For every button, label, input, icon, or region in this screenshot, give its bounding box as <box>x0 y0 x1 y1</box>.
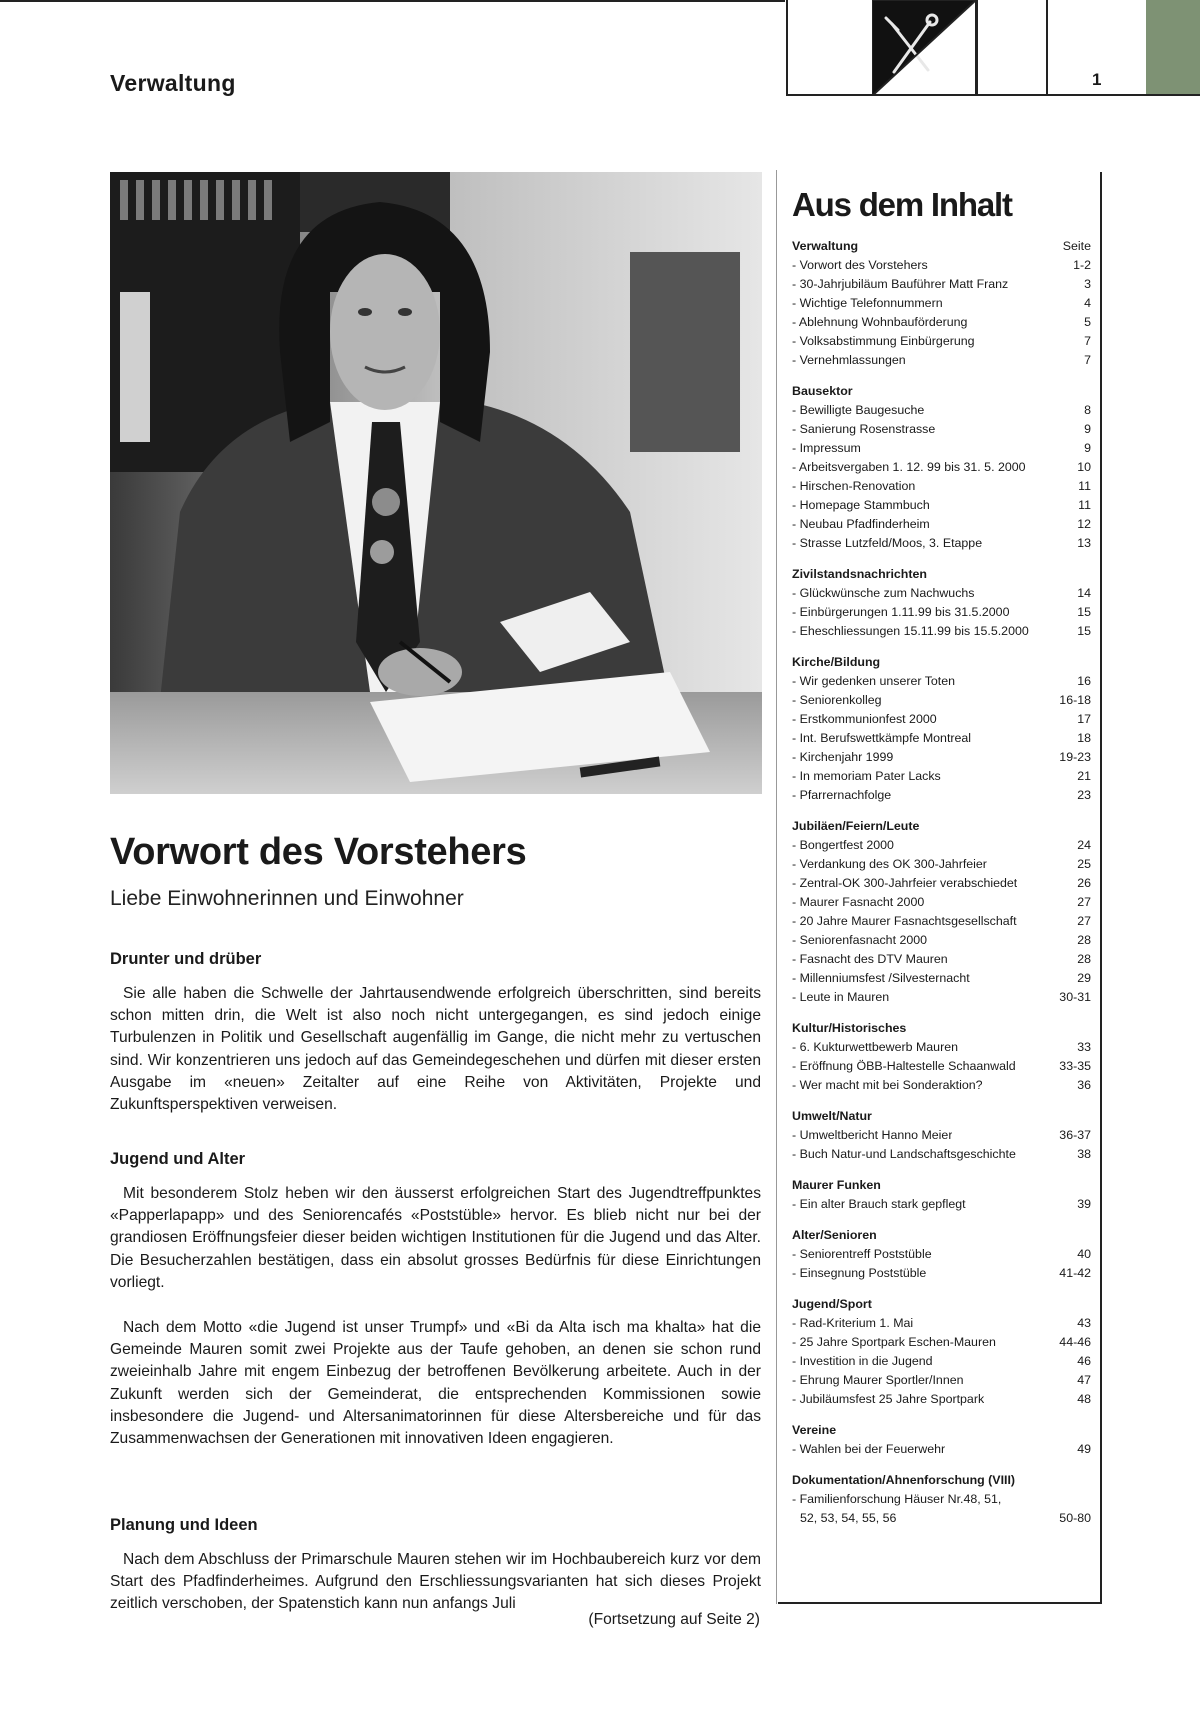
toc-entry-label: - Vorwort des Vorstehers <box>792 258 928 272</box>
toc-entry-label: - Leute in Mauren <box>792 990 890 1004</box>
toc-entry <box>792 1057 1091 1076</box>
toc-entry-label: - Homepage Stammbuch <box>792 498 930 512</box>
toc-entry-label: - Einbürgerungen 1.11.99 bis 31.5.2000 <box>792 605 1010 619</box>
toc-entry-page: 18 <box>1077 731 1091 745</box>
toc-entry <box>792 313 1091 332</box>
toc-section-heading <box>792 1471 1091 1490</box>
toc-entry-label: - Int. Berufswettkämpfe Montreal <box>792 731 972 745</box>
toc-entry <box>792 1245 1091 1264</box>
toc-entry <box>792 1440 1091 1459</box>
toc-section-heading <box>792 1295 1091 1314</box>
toc-entry <box>792 401 1091 420</box>
paragraph: Sie alle haben die Schwelle der Jahrtausendwende erfolgreich überschritten, sind bereits schon mitten drin, die Welt ist also noch nicht untergegangen, es sind jedoch einige Turbulenzen in Politik und Gesellschaft augenfällig im Gange, die nicht mehr zu vertuschen sind. Wir konzentrieren uns jedoch auf das Gemeindegeschehen und dürfen mit dieser ersten Ausgabe im «neuen» Zeitalter auf eine Reihe von Aktivitäten, Projekte und Zukunftsperspektiven verweisen. <box>110 985 761 1114</box>
toc-entry <box>792 1490 1091 1509</box>
toc-entry-label: - 25 Jahre Sportpark Eschen-Mauren <box>792 1335 996 1349</box>
toc-entry-page: 1-2 <box>1073 258 1091 272</box>
toc-entry <box>792 767 1091 786</box>
toc-entry-label: - Hirschen-Renovation <box>792 479 916 493</box>
toc-entry <box>792 1038 1091 1057</box>
toc-heading-label: Dokumentation/Ahnenforschung (VIII) <box>792 1473 1016 1487</box>
toc-entry-page: 23 <box>1077 788 1091 802</box>
toc-entry-label: - Eheschliessungen 15.11.99 bis 15.5.2000 <box>792 624 1029 638</box>
paragraph: Nach dem Abschluss der Primarschule Mauren stehen wir im Hochbaubereich kurz vor dem Start des Pfadfinderheimes. Aufgrund den Erschliessungsvarianten hat sich dieses Projekt zeitlich verschoben, der Spatenstich kann nun anfangs Juli <box>110 1551 761 1613</box>
toc-entry-page: 15 <box>1077 624 1091 638</box>
top-rule <box>0 0 785 2</box>
toc-entry-label: - Jubiläumsfest 25 Jahre Sportpark <box>792 1392 985 1406</box>
toc-entry-page: 36-37 <box>1059 1128 1091 1142</box>
toc-entry <box>792 748 1091 767</box>
toc-entry-page: 33 <box>1077 1040 1091 1054</box>
toc-heading-label: Kirche/Bildung <box>792 655 881 669</box>
toc-entry <box>792 691 1091 710</box>
portrait-photo <box>110 172 762 794</box>
toc-entry-label: - Wahlen bei der Feuerwehr <box>792 1442 946 1456</box>
toc-entry-label: - In memoriam Pater Lacks <box>792 769 941 783</box>
toc-entry-label: - Maurer Fasnacht 2000 <box>792 895 925 909</box>
toc-entry <box>792 1145 1091 1164</box>
toc-sections <box>792 237 1091 1528</box>
toc-section-heading <box>792 1176 1091 1195</box>
toc-entry <box>792 1333 1091 1352</box>
toc-heading-label: Umwelt/Natur <box>792 1109 872 1123</box>
toc-entry-page: 33-35 <box>1059 1059 1091 1073</box>
toc-entry <box>792 458 1091 477</box>
toc-entry <box>792 1076 1091 1095</box>
toc-section <box>792 1176 1091 1214</box>
toc-heading-label: Zivilstandsnachrichten <box>792 567 927 581</box>
toc-entry-page: 27 <box>1077 895 1091 909</box>
toc-heading-label: Kultur/Historisches <box>792 1021 907 1035</box>
toc-entry-page: 9 <box>1084 441 1091 455</box>
toc-entry-page: 16-18 <box>1059 693 1091 707</box>
toc-entry-page: 9 <box>1084 422 1091 436</box>
toc-entry <box>792 1314 1091 1333</box>
toc-entry <box>792 1352 1091 1371</box>
toc-entry-label: - Seniorentreff Poststüble <box>792 1247 932 1261</box>
toc-entry-label: - Neubau Pfadfinderheim <box>792 517 930 531</box>
toc-entry <box>792 515 1091 534</box>
toc-entry-page: 39 <box>1077 1197 1091 1211</box>
toc-entry-label: - Impressum <box>792 441 861 455</box>
accent-bar <box>1146 0 1200 96</box>
toc-entry-page: 5 <box>1084 315 1091 329</box>
toc-entry-page: 10 <box>1077 460 1091 474</box>
article-title: Vorwort des Vorstehers <box>110 831 527 873</box>
toc-entry <box>792 603 1091 622</box>
toc-entry <box>792 534 1091 553</box>
toc-entry-page: 41-42 <box>1059 1266 1091 1280</box>
toc-entry <box>792 912 1091 931</box>
toc-entry-label: - Investition in die Jugend <box>792 1354 933 1368</box>
toc-entry-page: 7 <box>1084 353 1091 367</box>
toc-entry-page: 47 <box>1077 1373 1091 1387</box>
toc-entry-label: - Bongertfest 2000 <box>792 838 894 852</box>
toc-section <box>792 382 1091 553</box>
toc-entry <box>792 874 1091 893</box>
toc-entry-label: - Einsegnung Poststüble <box>792 1266 927 1280</box>
toc-section-heading <box>792 565 1091 584</box>
toc-entry-label: - Ablehnung Wohnbauförderung <box>792 315 968 329</box>
toc-entry-page: 7 <box>1084 334 1091 348</box>
toc-entry-page: 16 <box>1077 674 1091 688</box>
toc-entry-page: 30-31 <box>1059 990 1091 1004</box>
toc-entry-label: - Pfarrernachfolge <box>792 788 892 802</box>
toc-border-right <box>1100 172 1102 1604</box>
toc-entry <box>792 729 1091 748</box>
toc-entry-label: - Millenniumsfest /Silvesternacht <box>792 971 970 985</box>
toc-entry-label: - Sanierung Rosenstrasse <box>792 422 936 436</box>
toc-entry-label: - Strasse Lutzfeld/Moos, 3. Etappe <box>792 536 983 550</box>
toc-section-heading <box>792 237 1091 256</box>
continuation-note: (Fortsetzung auf Seite 2) <box>588 1611 760 1628</box>
paragraph: Nach dem Motto «die Jugend ist unser Trumpf» und «Bi da Alta isch ma khalta» hat die Gemeinde Mauren somit zwei Projekte aus der Taufe gehoben, an denen sie schon rund zweieinhalb Jahre mit engem Einbezug der betroffenen Bevölkerung arbeitete. Auch in der Zukunft werden sich der Gemeinderat, die entsprechenden Kommissionen sowie insbesondere die Jugend- und Altersanimatorinnen für diese Altersbereiche und für das Zusammenwachsen der Generationen mit innovativen Ideen engagieren. <box>110 1319 761 1448</box>
toc-entry-page: 29 <box>1077 971 1091 985</box>
toc-entry-page: 25 <box>1077 857 1091 871</box>
toc-section <box>792 565 1091 641</box>
toc-entry-page: 48 <box>1077 1392 1091 1406</box>
toc-entry-page: 27 <box>1077 914 1091 928</box>
toc-entry <box>792 672 1091 691</box>
toc-entry-label: - Zentral-OK 300-Jahrfeier verabschiedet <box>792 876 1018 890</box>
toc-entry <box>792 1195 1091 1214</box>
toc-entry <box>792 931 1091 950</box>
section-label: Verwaltung <box>110 70 236 96</box>
toc-heading-label: Alter/Senioren <box>792 1228 877 1242</box>
table-of-contents <box>792 185 1091 1540</box>
toc-entry-label: - 6. Kukturwettbewerb Mauren <box>792 1040 958 1054</box>
toc-heading-label: Jubiläen/Feiern/Leute <box>792 819 920 833</box>
toc-entry <box>792 988 1091 1007</box>
toc-entry-page: 43 <box>1077 1316 1091 1330</box>
toc-heading-label: Bausektor <box>792 384 853 398</box>
toc-entry-label: - Fasnacht des DTV Mauren <box>792 952 948 966</box>
toc-entry-page: 28 <box>1077 933 1091 947</box>
toc-entry <box>792 622 1091 641</box>
toc-section <box>792 1019 1091 1095</box>
toc-entry <box>792 950 1091 969</box>
toc-entry-page: 12 <box>1077 517 1091 531</box>
toc-entry <box>792 786 1091 805</box>
toc-section-heading <box>792 1019 1091 1038</box>
toc-entry <box>792 893 1091 912</box>
toc-entry-label: - Wir gedenken unserer Toten <box>792 674 956 688</box>
toc-entry <box>792 351 1091 370</box>
toc-entry <box>792 1264 1091 1283</box>
toc-section-heading <box>792 1226 1091 1245</box>
toc-entry <box>792 256 1091 275</box>
paragraph: Mit besonderem Stolz heben wir den äusserst erfolgreichen Start des Jugendtreffpunktes «Papperlapapp» und des Seniorencafés «Poststüble» hervor. Es blieb nicht nur bei der grandiosen Eröffnungsfeier dieser beiden wichtigen Institutionen für die Jugend und das Alter. Die Besucherzahlen bestätigen, dass ein absolut grosses Bedürfnis für diese Einrichtungen vorliegt. <box>110 1185 761 1291</box>
header-box <box>976 0 1046 96</box>
toc-entry-page: 50-80 <box>1059 1511 1091 1525</box>
toc-border-left <box>776 170 777 1604</box>
section-heading-jugend: Jugend und Alter <box>110 1150 246 1168</box>
toc-entry-label: - Verdankung des OK 300-Jahrfeier <box>792 857 987 871</box>
toc-entry-label: - Kirchenjahr 1999 <box>792 750 894 764</box>
toc-entry-page: 49 <box>1077 1442 1091 1456</box>
toc-heading-label: Vereine <box>792 1423 837 1437</box>
toc-entry-page: 13 <box>1077 536 1091 550</box>
toc-section-heading <box>792 817 1091 836</box>
toc-entry-label: - Umweltbericht Hanno Meier <box>792 1128 953 1142</box>
toc-entry-page: 8 <box>1084 403 1091 417</box>
toc-section-heading <box>792 1421 1091 1440</box>
toc-section <box>792 1295 1091 1409</box>
toc-entry-label: - Erstkommunionfest 2000 <box>792 712 937 726</box>
toc-entry-page: 4 <box>1084 296 1091 310</box>
toc-entry-label: - Glückwünsche zum Nachwuchs <box>792 586 975 600</box>
toc-entry <box>792 477 1091 496</box>
toc-entry-page: 15 <box>1077 605 1091 619</box>
toc-entry-label: - 20 Jahre Maurer Fasnachtsgesellschaft <box>792 914 1017 928</box>
toc-section <box>792 1421 1091 1459</box>
toc-section <box>792 817 1091 1007</box>
toc-entry-page: 3 <box>1084 277 1091 291</box>
toc-entry <box>792 275 1091 294</box>
header-rule <box>786 94 1200 96</box>
toc-entry <box>792 420 1091 439</box>
toc-entry <box>792 1390 1091 1409</box>
toc-entry <box>792 1371 1091 1390</box>
toc-entry-page: 21 <box>1077 769 1091 783</box>
section-heading-planung: Planung und Ideen <box>110 1516 258 1534</box>
toc-entry-label: - Arbeitsvergaben 1. 12. 99 bis 31. 5. 2000 <box>792 460 1026 474</box>
toc-entry-label: - Buch Natur-und Landschaftsgeschichte <box>792 1147 1016 1161</box>
toc-entry-label: - Seniorenfasnacht 2000 <box>792 933 928 947</box>
toc-entry-page: 26 <box>1077 876 1091 890</box>
toc-border-bottom <box>778 1602 1102 1604</box>
toc-entry-page: 28 <box>1077 952 1091 966</box>
toc-heading-label: Jugend/Sport <box>792 1297 872 1311</box>
toc-entry-label: - Wer macht mit bei Sonderaktion? <box>792 1078 983 1092</box>
toc-entry <box>792 1126 1091 1145</box>
toc-entry-page: 11 <box>1078 498 1091 512</box>
toc-entry-label: - Familienforschung Häuser Nr.48, 51, <box>792 1492 1002 1506</box>
toc-section <box>792 1471 1091 1528</box>
toc-entry <box>792 1509 1091 1528</box>
toc-entry <box>792 836 1091 855</box>
toc-entry-page <box>1085 1490 1091 1509</box>
toc-section <box>792 1226 1091 1283</box>
toc-entry <box>792 969 1091 988</box>
toc-section <box>792 653 1091 805</box>
toc-entry-label: - Eröffnung ÖBB-Haltestelle Schaanwald <box>792 1059 1016 1073</box>
article-subtitle: Liebe Einwohnerinnen und Einwohner <box>110 887 464 910</box>
header-box <box>786 0 872 96</box>
toc-title: Aus dem Inhalt <box>792 186 1012 223</box>
toc-entry-label: - Rad-Kriterium 1. Mai <box>792 1316 914 1330</box>
toc-section-heading <box>792 382 1091 401</box>
toc-entry-page: 24 <box>1077 838 1091 852</box>
toc-entry-label: - Vernehmlassungen <box>792 353 906 367</box>
toc-entry-label: - Bewilligte Baugesuche <box>792 403 925 417</box>
toc-page-header: Seite <box>1062 239 1091 253</box>
toc-entry <box>792 294 1091 313</box>
toc-entry-page: 11 <box>1078 479 1091 493</box>
toc-entry <box>792 584 1091 603</box>
toc-entry-label: 52, 53, 54, 55, 56 <box>800 1511 897 1525</box>
toc-entry <box>792 855 1091 874</box>
toc-heading-label: Maurer Funken <box>792 1178 881 1192</box>
toc-entry <box>792 710 1091 729</box>
header-boxes <box>786 0 1200 96</box>
crossed-tools-emblem-icon <box>872 0 976 96</box>
toc-entry-label: - Volksabstimmung Einbürgerung <box>792 334 975 348</box>
page-number: 1 <box>1092 70 1102 89</box>
toc-entry-label: - Seniorenkolleg <box>792 693 882 707</box>
toc-entry-page: 38 <box>1077 1147 1091 1161</box>
toc-entry-label: - Ein alter Brauch stark gepflegt <box>792 1197 966 1211</box>
toc-section-heading <box>792 653 1091 672</box>
toc-entry-page: 46 <box>1077 1354 1091 1368</box>
toc-entry-label: - 30-Jahrjubiläum Bauführer Matt Franz <box>792 277 1009 291</box>
toc-entry-page: 17 <box>1077 712 1091 726</box>
toc-entry-page: 40 <box>1077 1247 1091 1261</box>
toc-entry <box>792 332 1091 351</box>
toc-entry-page: 36 <box>1077 1078 1091 1092</box>
toc-entry-label: - Ehrung Maurer Sportler/Innen <box>792 1373 964 1387</box>
toc-entry-page: 19-23 <box>1059 750 1091 764</box>
toc-entry-page: 44-46 <box>1059 1335 1091 1349</box>
section-heading-drunter: Drunter und drüber <box>110 950 262 968</box>
toc-section-heading <box>792 1107 1091 1126</box>
toc-entry-label: - Wichtige Telefonnummern <box>792 296 943 310</box>
toc-entry <box>792 496 1091 515</box>
toc-entry <box>792 439 1091 458</box>
toc-section <box>792 237 1091 370</box>
toc-heading-label: Verwaltung <box>792 239 859 253</box>
toc-entry-page: 14 <box>1077 586 1091 600</box>
toc-section <box>792 1107 1091 1164</box>
